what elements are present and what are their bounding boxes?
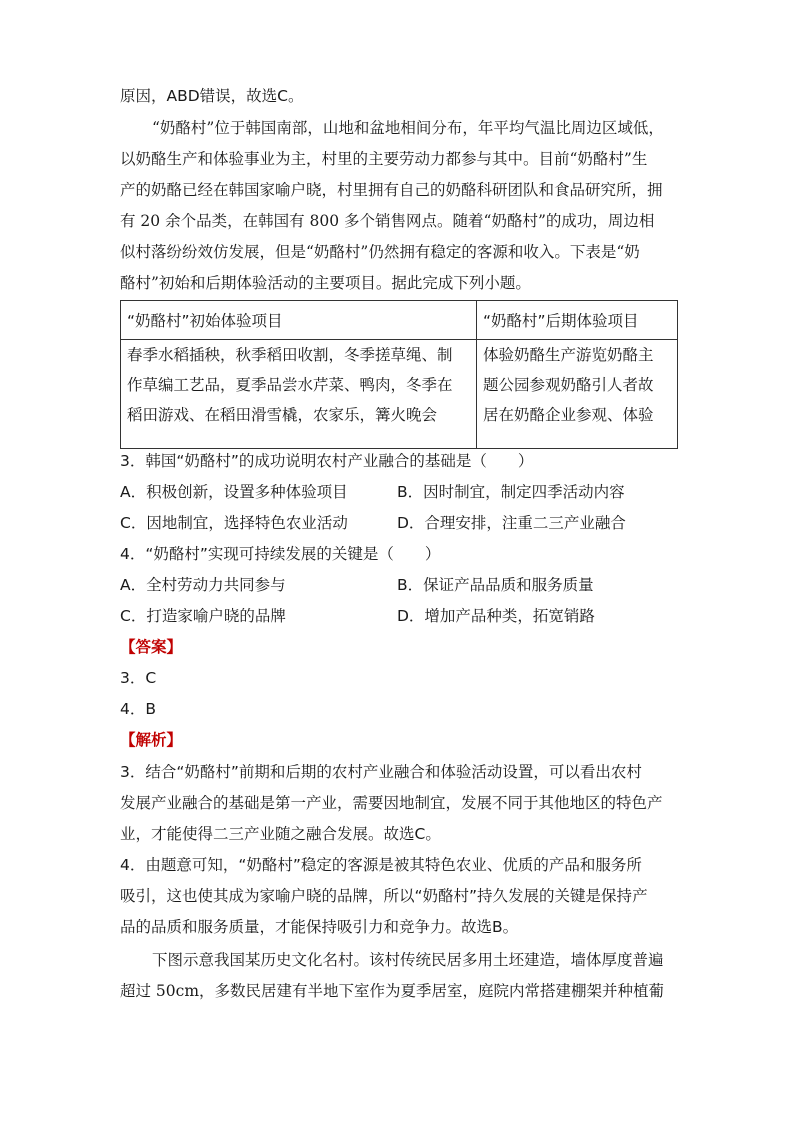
table-cell-line: 居在奶酪企业参观、体验 <box>483 406 654 424</box>
question-4-option-a: A．全村劳动力共同参与 <box>120 576 286 594</box>
table-cell-later <box>477 340 678 449</box>
intro-paragraph-line: 以奶酪生产和体验事业为主，村里的主要劳动力都参与其中。目前“奶酪村”生 <box>120 150 648 168</box>
experience-table <box>120 300 678 449</box>
table-header-later: “奶酪村”后期体验项目 <box>477 301 678 340</box>
question-3-option-c: C．因地制宜，选择特色农业活动 <box>120 514 348 532</box>
question-3-option-d: D．合理安排，注重二三产业融合 <box>397 514 626 532</box>
table-header-initial: “奶酪村”初始体验项目 <box>121 301 477 340</box>
question-3-option-b: B．因时制宜，制定四季活动内容 <box>397 483 625 501</box>
table-cell-line: 作草编工艺品，夏季品尝水芹菜、鸭肉，冬季在 <box>127 376 453 394</box>
analysis-line: 吸引，这也使其成为家喻户晓的品牌，所以“奶酪村”持久发展的关键是保持产 <box>120 887 648 905</box>
analysis-line: 业，才能使得二三产业随之融合发展。故选C。 <box>120 825 441 843</box>
analysis-line: 品的品质和服务质量，才能保持吸引力和竞争力。故选B。 <box>120 918 519 936</box>
next-passage-line: 下图示意我国某历史文化名村。该村传统民居多用土坯建造，墙体厚度普遍 <box>152 951 664 969</box>
answer-label: 【答案】 <box>120 638 183 656</box>
table-cell-line: 春季水稻插秧，秋季稻田收割，冬季搓草绳、制 <box>127 346 453 364</box>
question-4-stem: 4．“奶酪村”实现可持续发展的关键是（ ） <box>120 545 441 563</box>
answer-3: 3．C <box>120 669 157 687</box>
table-cell-initial <box>121 340 477 449</box>
question-4-option-b: B．保证产品品质和服务质量 <box>397 576 594 594</box>
question-3-option-a: A．积极创新，设置多种体验项目 <box>120 483 348 501</box>
intro-paragraph-line: 产的奶酪已经在韩国家喻户晓，村里拥有自己的奶酪科研团队和食品研究所，拥 <box>120 181 663 199</box>
answer-4: 4．B <box>120 700 156 718</box>
analysis-label: 【解析】 <box>120 731 183 749</box>
analysis-line: 4．由题意可知，“奶酪村”稳定的客源是被其特色农业、优质的产品和服务所 <box>120 856 642 874</box>
intro-paragraph-line: “奶酪村”位于韩国南部，山地和盆地相间分布，年平均气温比周边区域低， <box>152 119 664 137</box>
question-3-stem: 3．韩国“奶酪村”的成功说明农村产业融合的基础是（ ） <box>120 452 534 470</box>
intro-paragraph-line: 似村落纷纷效仿发展，但是“奶酪村”仍然拥有稳定的客源和收入。下表是“奶 <box>120 243 640 261</box>
table-cell-line: 题公园参观奶酪引人者故 <box>483 376 654 394</box>
next-passage-line: 超过 50cm，多数民居建有半地下室作为夏季居室，庭院内常搭建棚架并种植葡 <box>120 982 665 1000</box>
table-cell-line: 稻田游戏、在稻田滑雪橇，农家乐，篝火晚会 <box>127 406 438 424</box>
prev-answer-line: 原因，ABD错误，故选C。 <box>120 87 304 105</box>
analysis-line: 3．结合“奶酪村”前期和后期的农村产业融合和体验活动设置，可以看出农村 <box>120 763 642 781</box>
question-4-option-c: C．打造家喻户晓的品牌 <box>120 607 286 625</box>
table-cell-line: 体验奶酪生产游览奶酪主 <box>483 346 654 364</box>
intro-paragraph-line: 酪村”初始和后期体验活动的主要项目。据此完成下列小题。 <box>120 274 531 292</box>
intro-paragraph-line: 有 20 余个品类，在韩国有 800 多个销售网点。随着“奶酪村”的成功，周边相 <box>120 212 655 230</box>
analysis-line: 发展产业融合的基础是第一产业，需要因地制宜，发展不同于其他地区的特色产 <box>120 794 663 812</box>
question-4-option-d: D．增加产品种类，拓宽销路 <box>397 607 595 625</box>
